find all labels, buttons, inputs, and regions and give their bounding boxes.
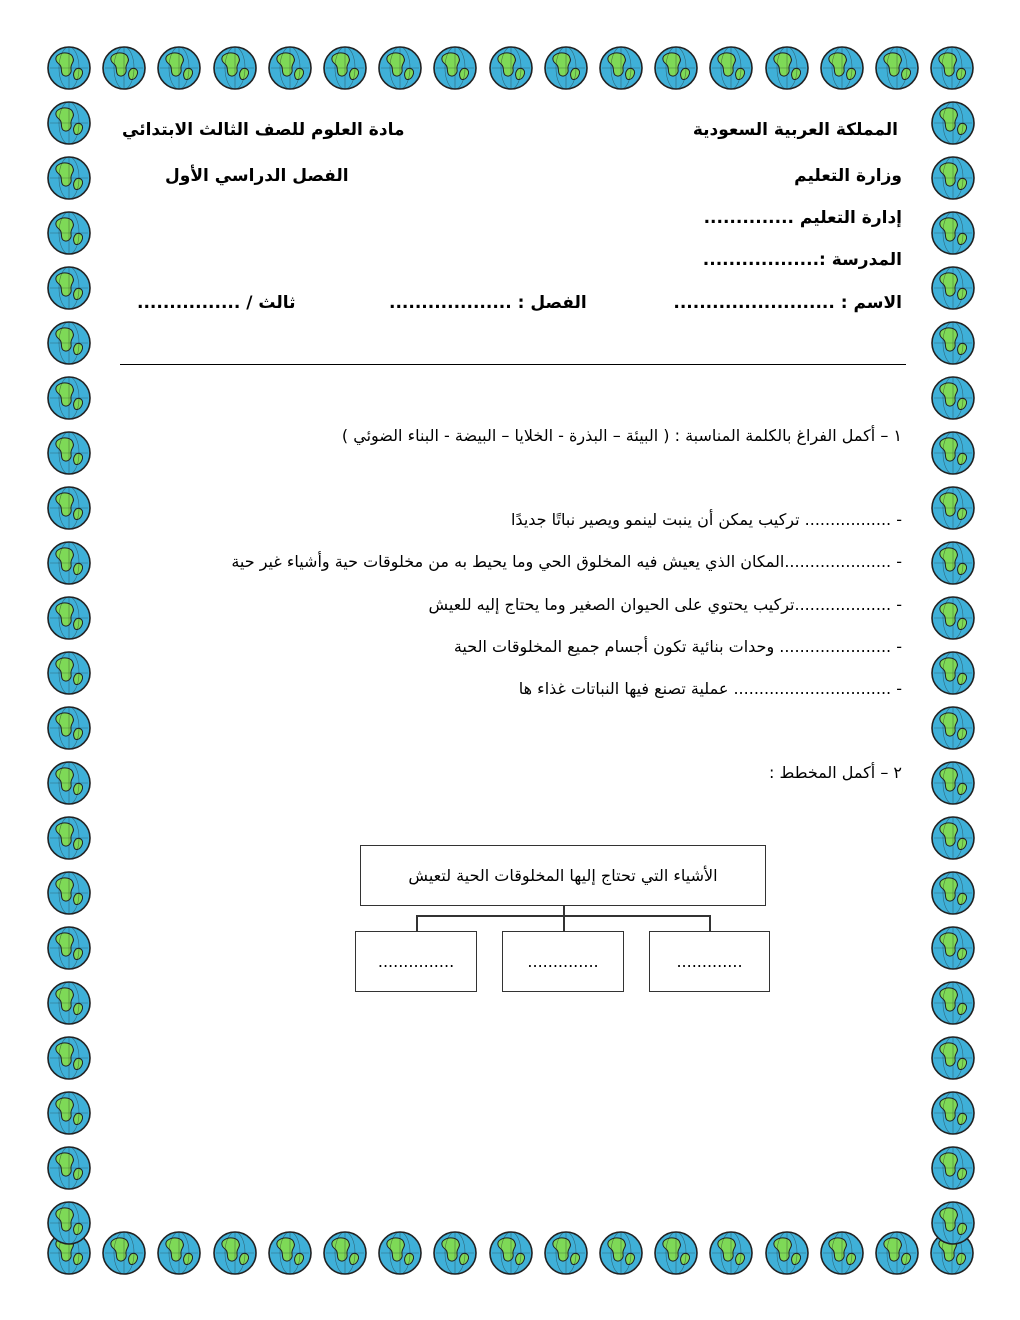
globe-icon [764, 45, 810, 91]
globe-icon [930, 1200, 976, 1246]
globe-icon [819, 1230, 865, 1276]
school-field[interactable]: المدرسة :.................. [702, 250, 902, 270]
name-field[interactable]: الاسم : ......................... [673, 293, 902, 313]
globe-icon [598, 45, 644, 91]
diagram-connector [563, 915, 565, 931]
globe-icon [46, 1035, 92, 1081]
ministry-label: وزارة التعليم [794, 166, 902, 186]
header-divider [120, 364, 906, 365]
globe-icon [46, 1200, 92, 1246]
globe-icon [46, 265, 92, 311]
globe-icon [377, 1230, 423, 1276]
globe-icon [101, 1230, 147, 1276]
globe-icon [653, 45, 699, 91]
globe-icon [46, 760, 92, 806]
globe-icon [46, 320, 92, 366]
globe-icon [322, 1230, 368, 1276]
globe-icon [930, 980, 976, 1026]
globe-icon [930, 870, 976, 916]
question1-title: ١ – أكمل الفراغ بالكلمة المناسبة : ( البيئة – البذرة - الخلايا – البيضة - البناء الضوئي ) [341, 426, 902, 445]
globe-icon [930, 705, 976, 751]
globe-icon [930, 320, 976, 366]
globe-icon [874, 45, 920, 91]
globe-icon [764, 1230, 810, 1276]
globe-icon [930, 540, 976, 586]
globe-icon [930, 210, 976, 256]
globe-icon [46, 430, 92, 476]
diagram-root-box [360, 845, 766, 906]
globe-icon [46, 210, 92, 256]
grade-field[interactable]: ثالث / ................ [137, 293, 296, 313]
diagram-child-box[interactable] [649, 931, 770, 992]
globe-icon [929, 45, 975, 91]
globe-icon [432, 45, 478, 91]
globe-icon [488, 45, 534, 91]
globe-icon [212, 45, 258, 91]
globe-icon [598, 1230, 644, 1276]
globe-icon [46, 650, 92, 696]
globe-icon [930, 760, 976, 806]
globe-icon [543, 1230, 589, 1276]
globe-icon [930, 375, 976, 421]
semester-label: الفصل الدراسي الأول [165, 166, 349, 186]
globe-icon [46, 45, 92, 91]
subject-label: مادة العلوم للصف الثالث الابتدائي [122, 120, 405, 140]
directorate-field[interactable]: إدارة التعليم .............. [703, 208, 902, 228]
globe-icon [46, 155, 92, 201]
globe-icon [930, 100, 976, 146]
diagram-child-box[interactable] [355, 931, 477, 992]
globe-icon [930, 595, 976, 641]
question1-item[interactable]: - ............................... عملية تصنع فيها النباتات غذاء ها [518, 679, 902, 698]
globe-icon [46, 1090, 92, 1136]
globe-icon [46, 705, 92, 751]
globe-icon [930, 430, 976, 476]
globe-icon [653, 1230, 699, 1276]
globe-icon [930, 1090, 976, 1136]
globe-icon [46, 925, 92, 971]
globe-icon [46, 980, 92, 1026]
globe-icon [46, 1145, 92, 1191]
diagram-child-blank[interactable]: ............. [676, 952, 743, 971]
question2-title: ٢ – أكمل المخطط : [769, 763, 902, 782]
globe-icon [874, 1230, 920, 1276]
question1-item[interactable]: - ................. تركيب يمكن أن ينبت لينمو ويصير نباتًا جديدًا [510, 510, 902, 529]
globe-icon [46, 815, 92, 861]
globe-icon [930, 925, 976, 971]
kingdom-label: المملكة العربية السعودية [692, 120, 898, 140]
globe-icon [930, 1035, 976, 1081]
globe-icon [101, 45, 147, 91]
globe-icon [708, 1230, 754, 1276]
globe-icon [930, 485, 976, 531]
globe-icon [46, 870, 92, 916]
globe-icon [46, 485, 92, 531]
diagram-child-blank[interactable]: .............. [527, 952, 599, 971]
globe-icon [930, 815, 976, 861]
globe-icon [930, 650, 976, 696]
globe-icon [488, 1230, 534, 1276]
diagram-root-label: الأشياء التي تحتاج إليها المخلوقات الحية لتعيش [408, 866, 718, 885]
globe-icon [930, 1145, 976, 1191]
diagram-child-box[interactable] [502, 931, 624, 992]
question1-item[interactable]: - .....................المكان الذي يعيش فيه المخلوق الحي وما يحيط به من مخلوقات حية وأشياء غير حية [231, 552, 902, 571]
globe-icon [377, 45, 423, 91]
globe-icon [930, 155, 976, 201]
globe-icon [267, 1230, 313, 1276]
globe-icon [156, 1230, 202, 1276]
question1-item[interactable]: - ...................... وحدات بنائية تكون أجسام جميع المخلوقات الحية [453, 637, 902, 656]
globe-icon [212, 1230, 258, 1276]
diagram-connector [416, 915, 418, 931]
globe-icon [46, 375, 92, 421]
question1-item[interactable]: - ...................تركيب يحتوي على الحيوان الصغير وما يحتاج إليه للعيش [428, 595, 902, 614]
globe-icon [322, 45, 368, 91]
globe-icon [708, 45, 754, 91]
globe-icon [46, 100, 92, 146]
diagram-connector [709, 915, 711, 931]
globe-icon [432, 1230, 478, 1276]
diagram-child-blank[interactable]: ............... [377, 952, 455, 971]
class-field[interactable]: الفصل : ................... [389, 293, 587, 313]
globe-icon [930, 265, 976, 311]
globe-icon [46, 540, 92, 586]
globe-icon [156, 45, 202, 91]
globe-icon [267, 45, 313, 91]
globe-icon [819, 45, 865, 91]
globe-icon [46, 595, 92, 641]
globe-icon [543, 45, 589, 91]
